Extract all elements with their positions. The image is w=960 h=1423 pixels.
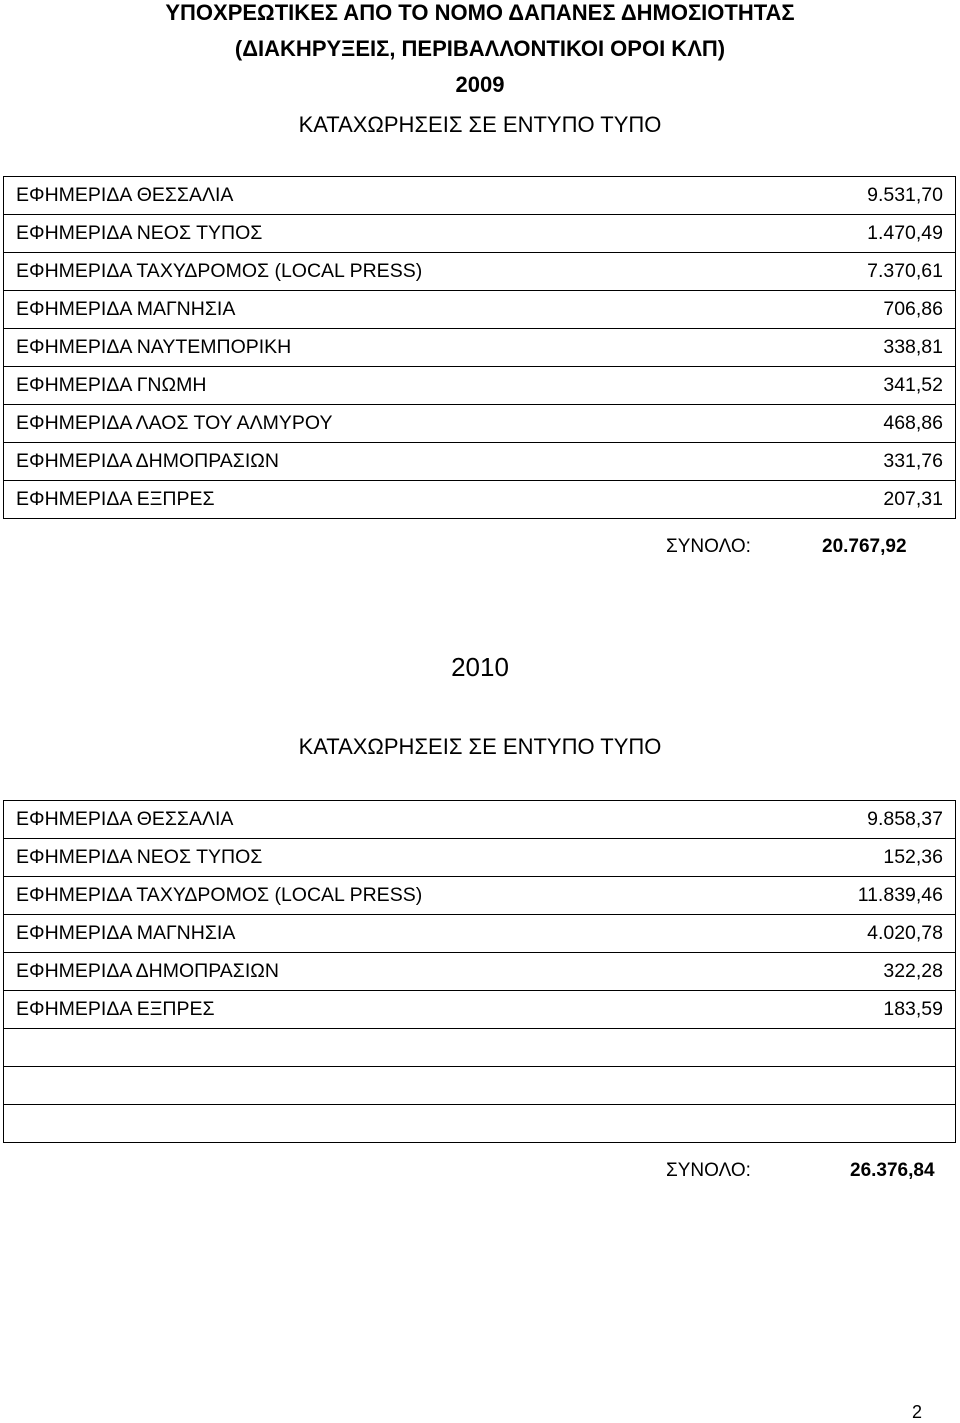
newspaper-name [4, 1067, 772, 1105]
amount-value: 152,36 [771, 839, 956, 877]
amount-value: 183,59 [771, 991, 956, 1029]
table-2010 [3, 800, 956, 1143]
page-number: 2 [911, 1402, 922, 1422]
newspaper-name: ΕΦΗΜΕΡΙΔΑ ΔΗΜΟΠΡΑΣΙΩΝ [4, 443, 772, 481]
total-value-2009: 20.767,92 [822, 536, 907, 557]
table-row [4, 405, 956, 443]
year-2010-heading: 2010 [451, 652, 509, 682]
newspaper-name: ΕΦΗΜΕΡΙΔΑ ΤΑΧΥΔΡΟΜΟΣ (LOCAL PRESS) [4, 877, 772, 915]
total-label-2009: ΣΥΝΟΛΟ: [666, 536, 751, 557]
amount-value: 341,52 [771, 367, 956, 405]
table-row [4, 801, 956, 839]
amount-value: 338,81 [771, 329, 956, 367]
newspaper-name: ΕΦΗΜΕΡΙΔΑ ΜΑΓΝΗΣΙΑ [4, 291, 772, 329]
document-title-line-2: (ΔΙΑΚΗΡΥΞΕΙΣ, ΠΕΡΙΒΑΛΛΟΝΤΙΚΟΙ ΟΡΟΙ ΚΛΠ) [234, 36, 726, 61]
table-row [4, 215, 956, 253]
section-2010-subtitle: ΚΑΤΑΧΩΡΗΣΕΙΣ ΣΕ ΕΝΤΥΠΟ ΤΥΠΟ [298, 734, 662, 759]
table-row [4, 991, 956, 1029]
table-row [4, 253, 956, 291]
newspaper-name [4, 1029, 772, 1067]
newspaper-name: ΕΦΗΜΕΡΙΔΑ ΝΑΥΤΕΜΠΟΡΙΚΗ [4, 329, 772, 367]
newspaper-name: ΕΦΗΜΕΡΙΔΑ ΜΑΓΝΗΣΙΑ [4, 915, 772, 953]
table-row [4, 1105, 956, 1143]
amount-value: 706,86 [771, 291, 956, 329]
newspaper-name: ΕΦΗΜΕΡΙΔΑ ΕΞΠΡΕΣ [4, 481, 772, 519]
newspaper-name: ΕΦΗΜΕΡΙΔΑ ΕΞΠΡΕΣ [4, 991, 772, 1029]
table-row [4, 877, 956, 915]
table-row [4, 1029, 956, 1067]
document-title-line-1: ΥΠΟΧΡΕΩΤΙΚΕΣ ΑΠΟ ΤΟ ΝΟΜΟ ΔΑΠΑΝΕΣ ΔΗΜΟΣΙΟΤΗΤΑΣ [165, 0, 795, 25]
table-row [4, 915, 956, 953]
newspaper-name: ΕΦΗΜΕΡΙΔΑ ΘΕΣΣΑΛΙΑ [4, 801, 772, 839]
total-label-2010: ΣΥΝΟΛΟ: [666, 1160, 751, 1181]
amount-value: 207,31 [771, 481, 956, 519]
newspaper-name: ΕΦΗΜΕΡΙΔΑ ΝΕΟΣ ΤΥΠΟΣ [4, 839, 772, 877]
amount-value: 9.531,70 [771, 177, 956, 215]
table-row [4, 177, 956, 215]
newspaper-name: ΕΦΗΜΕΡΙΔΑ ΛΑΟΣ ΤΟΥ ΑΛΜΥΡΟΥ [4, 405, 772, 443]
newspaper-name: ΕΦΗΜΕΡΙΔΑ ΤΑΧΥΔΡΟΜΟΣ (LOCAL PRESS) [4, 253, 772, 291]
newspaper-name: ΕΦΗΜΕΡΙΔΑ ΔΗΜΟΠΡΑΣΙΩΝ [4, 953, 772, 991]
newspaper-name: ΕΦΗΜΕΡΙΔΑ ΝΕΟΣ ΤΥΠΟΣ [4, 215, 772, 253]
table-row [4, 367, 956, 405]
newspaper-name: ΕΦΗΜΕΡΙΔΑ ΘΕΣΣΑΛΙΑ [4, 177, 772, 215]
amount-value: 11.839,46 [771, 877, 956, 915]
amount-value [771, 1105, 956, 1143]
amount-value: 322,28 [771, 953, 956, 991]
amount-value: 7.370,61 [771, 253, 956, 291]
year-2009-heading: 2009 [455, 72, 505, 97]
table-row [4, 443, 956, 481]
section-2009-subtitle: ΚΑΤΑΧΩΡΗΣΕΙΣ ΣΕ ΕΝΤΥΠΟ ΤΥΠΟ [298, 112, 662, 137]
amount-value: 331,76 [771, 443, 956, 481]
amount-value [771, 1067, 956, 1105]
table-row [4, 329, 956, 367]
table-row [4, 1067, 956, 1105]
table-row [4, 481, 956, 519]
table-row [4, 953, 956, 991]
newspaper-name [4, 1105, 772, 1143]
amount-value [771, 1029, 956, 1067]
table-row [4, 839, 956, 877]
table-row [4, 291, 956, 329]
amount-value: 9.858,37 [771, 801, 956, 839]
total-value-2010: 26.376,84 [850, 1160, 935, 1181]
table-2009 [3, 176, 956, 519]
amount-value: 4.020,78 [771, 915, 956, 953]
amount-value: 1.470,49 [771, 215, 956, 253]
amount-value: 468,86 [771, 405, 956, 443]
newspaper-name: ΕΦΗΜΕΡΙΔΑ ΓΝΩΜΗ [4, 367, 772, 405]
